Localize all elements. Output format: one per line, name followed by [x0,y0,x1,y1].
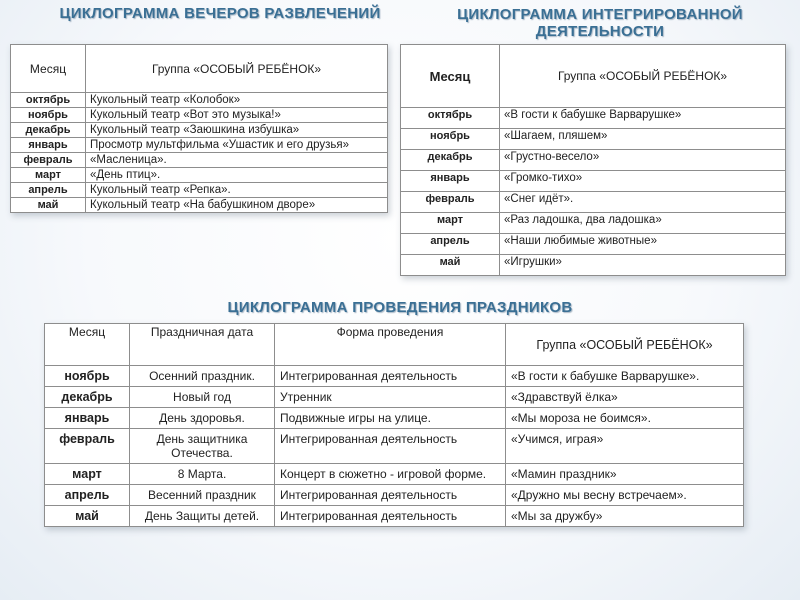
month-cell: май [11,198,86,213]
table-row [11,138,388,153]
table-row [11,183,388,198]
event-cell: «Снег идёт». [500,192,786,213]
date-cell: День здоровья. [130,408,275,429]
group-cell: «Мы мороза не боимся». [506,408,744,429]
event-cell: «День птиц». [86,168,388,183]
group-cell: «Здравствуй ёлка» [506,387,744,408]
table-row [401,150,786,171]
integrated-header-group: Группа «ОСОБЫЙ РЕБЁНОК» [500,45,786,108]
date-cell: Осенний праздник. [130,366,275,387]
event-cell: «В гости к бабушке Варварушке» [500,108,786,129]
month-cell: январь [401,171,500,192]
form-cell: Концерт в сюжетно - игровой форме. [275,464,506,485]
integrated-table [400,44,786,276]
form-cell: Подвижные игры на улице. [275,408,506,429]
form-cell: Интегрированная деятельность [275,429,506,464]
date-cell: День Защиты детей. [130,506,275,527]
month-cell: декабрь [45,387,130,408]
month-cell: ноябрь [45,366,130,387]
month-cell: октябрь [11,93,86,108]
month-cell: апрель [11,183,86,198]
month-cell: январь [45,408,130,429]
month-cell: декабрь [11,123,86,138]
month-cell: февраль [11,153,86,168]
month-cell: ноябрь [401,129,500,150]
holidays-table [44,323,744,527]
month-cell: май [45,506,130,527]
holidays-header-date: Праздничная дата [130,324,275,366]
event-cell: «Шагаем, пляшем» [500,129,786,150]
table-row [11,123,388,138]
group-cell: «В гости к бабушке Варварушке». [506,366,744,387]
group-cell: «Учимся, играя» [506,429,744,464]
table-row [401,234,786,255]
entertainment-header-group: Группа «ОСОБЫЙ РЕБЁНОК» [86,45,388,93]
holidays-header-group: Группа «ОСОБЫЙ РЕБЁНОК» [506,324,744,366]
form-cell: Интегрированная деятельность [275,485,506,506]
month-cell: март [11,168,86,183]
event-cell: Кукольный театр «Заюшкина избушка» [86,123,388,138]
table-row [45,366,744,387]
table-row [45,464,744,485]
entertainment-title: ЦИКЛОГРАММА ВЕЧЕРОВ РАЗВЛЕЧЕНИЙ [59,5,381,22]
entertainment-table [10,44,388,213]
table-row [11,168,388,183]
event-cell: «Наши любимые животные» [500,234,786,255]
event-cell: Кукольный театр «Колобок» [86,93,388,108]
event-cell: Просмотр мультфильма «Ушастик и его друзья» [86,138,388,153]
month-cell: апрель [45,485,130,506]
month-cell: май [401,255,500,276]
table-row [401,171,786,192]
month-cell: ноябрь [11,108,86,123]
table-row [401,108,786,129]
table-row [401,129,786,150]
form-cell: Интегрированная деятельность [275,366,506,387]
event-cell: «Масленица». [86,153,388,168]
month-cell: январь [11,138,86,153]
month-cell: февраль [401,192,500,213]
integrated-title [430,6,770,40]
table-row [45,387,744,408]
table-row [45,429,744,464]
table-row [401,255,786,276]
event-cell: Кукольный театр «Репка». [86,183,388,198]
month-cell: март [401,213,500,234]
table-row [11,93,388,108]
month-cell: декабрь [401,150,500,171]
month-cell: апрель [401,234,500,255]
date-cell: 8 Марта. [130,464,275,485]
month-cell: март [45,464,130,485]
date-cell: Новый год [130,387,275,408]
form-cell: Утренник [275,387,506,408]
table-row [11,153,388,168]
table-row [45,506,744,527]
holidays-header-month: Месяц [45,324,130,366]
event-cell: «Раз ладошка, два ладошка» [500,213,786,234]
event-cell: Кукольный театр «На бабушкином дворе» [86,198,388,213]
event-cell: «Игрушки» [500,255,786,276]
month-cell: февраль [45,429,130,464]
integrated-header-month: Месяц [401,45,500,108]
integrated-title-line1: ЦИКЛОГРАММА ИНТЕГРИРОВАННОЙ [457,6,743,23]
table-row [45,485,744,506]
form-cell: Интегрированная деятельность [275,506,506,527]
event-cell: Кукольный театр «Вот это музыка!» [86,108,388,123]
table-row [11,198,388,213]
group-cell: «Дружно мы весну встречаем». [506,485,744,506]
table-row [401,213,786,234]
group-cell: «Мы за дружбу» [506,506,744,527]
table-row [45,408,744,429]
group-cell: «Мамин праздник» [506,464,744,485]
date-cell: День защитника Отечества. [130,429,275,464]
event-cell: «Грустно-весело» [500,150,786,171]
holidays-title: ЦИКЛОГРАММА ПРОВЕДЕНИЯ ПРАЗДНИКОВ [227,299,573,316]
integrated-title-line2: ДЕЯТЕЛЬНОСТИ [535,23,665,40]
table-row [401,192,786,213]
entertainment-header-month: Месяц [11,45,86,93]
date-cell: Весенний праздник [130,485,275,506]
table-row [11,108,388,123]
month-cell: октябрь [401,108,500,129]
event-cell: «Громко-тихо» [500,171,786,192]
holidays-header-form: Форма проведения [275,324,506,366]
